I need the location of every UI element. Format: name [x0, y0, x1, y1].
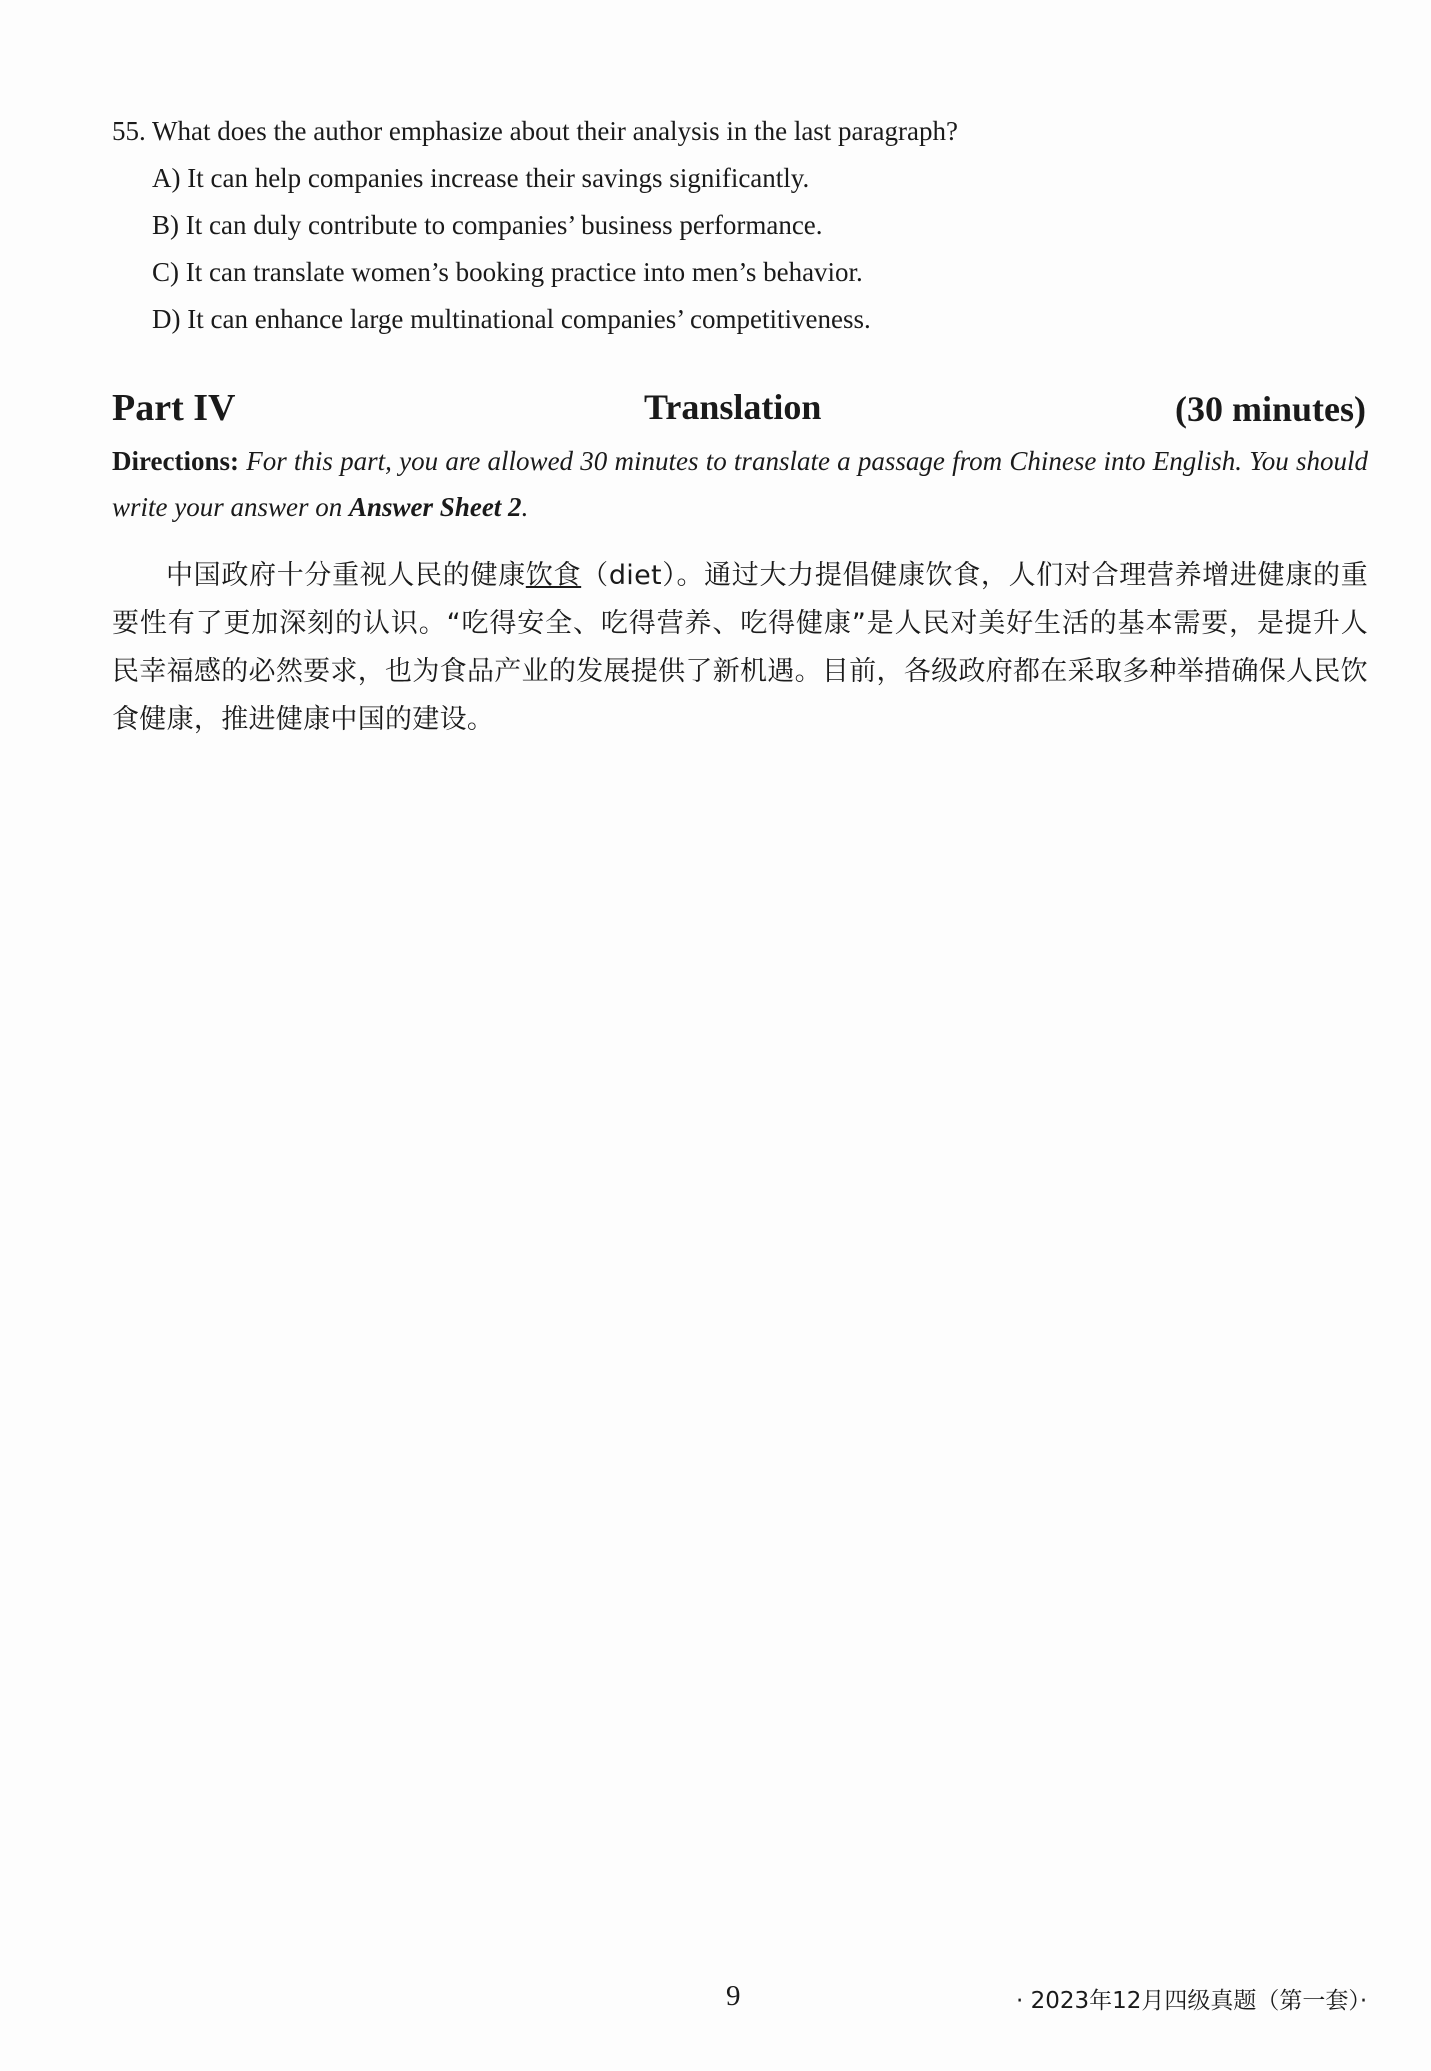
answer-options: [112, 155, 1362, 343]
passage-text-start: 中国政府十分重视人民的健康: [166, 560, 526, 591]
passage-underlined-term: 饮食: [525, 560, 582, 591]
answer-sheet-reference: Answer Sheet 2: [349, 492, 522, 522]
part-header: [112, 386, 1366, 446]
translation-passage: [112, 552, 1368, 744]
directions-end: .: [521, 492, 529, 522]
footer-label: · 2023年12月四级真题（第一套）·: [1016, 1988, 1368, 2014]
page-number: 9: [726, 1980, 741, 2012]
part-time-limit: (30 minutes): [1175, 389, 1366, 429]
option-b: B) It can duly contribute to companies’ business performance.: [152, 210, 823, 240]
passage-text-rest: （diet）。通过大力提倡健康饮食，人们对合理营养增进健康的重要性有了更加深刻的认识。“吃得安全、吃得营养、吃得健康”是人民对美好生活的基本需要，是提升人民幸福感的必然要求，也为食品产业的发展提供了新机遇。目前，各级政府都在采取多种举措确保人民饮食健康，推进健康中国的建设。: [112, 560, 1368, 735]
option-c: C) It can translate women’s booking practice into men’s behavior.: [152, 257, 863, 287]
directions: [112, 438, 1368, 530]
question-stem: 55. What does the author emphasize about their analysis in the last paragraph?: [112, 116, 958, 146]
option-a: A) It can help companies increase their savings significantly.: [152, 163, 810, 193]
option-d: D) It can enhance large multinational companies’ competitiveness.: [152, 304, 871, 334]
directions-label: Directions:: [112, 446, 239, 476]
directions-text: For this part, you are allowed 30 minutes to translate a passage from Chinese into English. You should write your answer on: [112, 446, 1368, 522]
question-55: [112, 108, 1362, 343]
part-label: Part IV: [112, 387, 236, 429]
part-title: Translation: [644, 387, 822, 427]
